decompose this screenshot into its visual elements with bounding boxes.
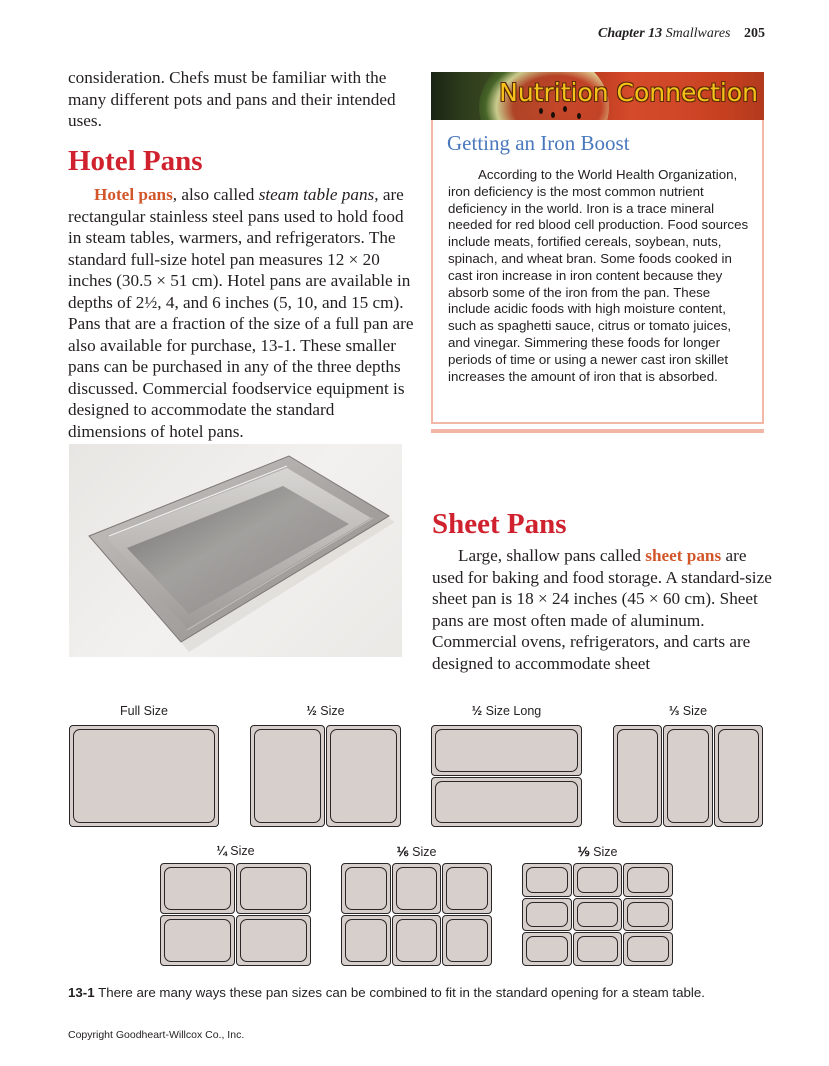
fraction: ⅓ xyxy=(668,704,680,718)
pan-cell xyxy=(623,863,673,897)
fraction: ½ xyxy=(471,704,483,718)
nutrition-paragraph: According to the World Health Organization, iron deficiency is the most common nutrient deficiency in the world. Iron is a trace mineral needed for red blood cell production. Food sources include meats, fortified cereals, soybean, nuts, spinach, and wheat bran. Some foods cooked in cast iron increase in iron content because they absorb some of the iron from the pan. These include acidic foods with high moisture content, such as spaghetti sauce, citrus or tomato juices, and vinegar. Simmering these foods for longer periods of time or using a newer cast iron skillet increases the amount of iron that is absorbed. xyxy=(448,167,749,384)
nutrition-connection-title: Nutrition Connection xyxy=(499,78,758,107)
label-full-size xyxy=(69,704,219,718)
figure-number: 13-1 xyxy=(68,985,95,1000)
label-ninth-size xyxy=(522,844,673,859)
sixth-size-pan-diagram xyxy=(341,863,492,966)
running-head xyxy=(598,26,765,42)
chapter-label: Chapter 13 xyxy=(597,26,663,41)
half-size-long-pan-diagram xyxy=(431,725,582,827)
pan-cell xyxy=(326,725,401,827)
pan-cell xyxy=(714,725,763,827)
pan-cell xyxy=(663,725,712,827)
pan-cell xyxy=(442,915,492,966)
nutrition-bottom-rule xyxy=(431,429,764,433)
pan-cell xyxy=(573,863,623,897)
pan-cell xyxy=(250,725,325,827)
fraction: ¼ xyxy=(216,844,227,858)
third-size-pan-diagram xyxy=(613,725,763,827)
term-sheet-pans: sheet pans xyxy=(645,546,722,565)
text-span: Large, shallow pans called xyxy=(458,546,646,565)
nutrition-body xyxy=(448,167,753,385)
seed-decor xyxy=(551,112,555,118)
caption-text: There are many ways these pan sizes can be combined to fit in the standard opening for a steam table. xyxy=(98,985,705,1000)
pan-cell xyxy=(160,915,235,966)
pan-cell xyxy=(442,863,492,914)
sheet-pans-paragraph xyxy=(432,545,777,674)
label-half-size-long xyxy=(431,704,582,718)
fraction: ⅑ xyxy=(577,845,590,859)
text-span: , are rectangular stainless steel pans used to hold food in steam tables, warmers, and refrigerators. The standard full-size hotel pan measures 12 × 20 inches (30.5 × 51 cm). Hotel pans are available in depths of 2½, 4, and 6 inches (5, 10, and 15 cm). Pans that are a fraction of the size of a full pan are also available for purchase, 13-1. These smaller pans can be purchased in any of the three depths discussed. Commercial foodservice equipment is designed to accommodate the standard dimensions of hotel pans. xyxy=(68,185,414,441)
hotel-pans-paragraph xyxy=(68,184,414,442)
pan-cell xyxy=(431,725,582,776)
pan-cell xyxy=(522,932,572,966)
pan-cell xyxy=(160,863,235,914)
nutrition-connection-banner xyxy=(431,72,764,120)
pan-cell xyxy=(573,932,623,966)
figure-caption xyxy=(68,985,705,1000)
term-hotel-pans: Hotel pans xyxy=(94,185,173,204)
text-span: , also called xyxy=(172,185,259,204)
sheet-pans-heading: Sheet Pans xyxy=(432,508,567,540)
label-text: Size xyxy=(408,845,437,859)
half-size-pan-diagram xyxy=(250,725,401,827)
label-text: Full Size xyxy=(120,704,168,718)
label-half-size xyxy=(250,704,401,718)
hotel-pans-heading: Hotel Pans xyxy=(68,145,203,177)
page-number: 205 xyxy=(744,26,765,41)
label-text: Size Long xyxy=(482,704,542,718)
label-text: Size xyxy=(316,704,345,718)
label-third-size xyxy=(613,704,763,718)
pan-cell xyxy=(392,915,442,966)
pan-cell xyxy=(341,863,391,914)
intro-paragraph: consideration. Chefs must be familiar with the many different pots and pans and their intended uses. xyxy=(68,68,396,130)
full-size-pan-diagram xyxy=(69,725,219,827)
quarter-size-pan-diagram xyxy=(160,863,311,966)
hotel-pan-photo xyxy=(69,444,402,657)
pan-cell xyxy=(522,863,572,897)
label-quarter-size xyxy=(160,844,311,858)
text-span: are used for baking and food storage. A standard-size sheet pan is 18 × 24 inches (45 × 60 cm). Sheet pans are most often made of aluminum. Commercial ovens, refrigerators, and carts are designed to accommodate sheet xyxy=(432,546,772,673)
pan-cell xyxy=(236,863,311,914)
pan-cell xyxy=(613,725,662,827)
pan-cell xyxy=(573,898,623,932)
pan-cell xyxy=(623,932,673,966)
fraction: ⅙ xyxy=(396,845,409,859)
pan-cell xyxy=(431,777,582,828)
pan-cell xyxy=(69,725,219,827)
label-text: Size xyxy=(589,845,618,859)
seed-decor xyxy=(577,113,581,119)
pan-cell xyxy=(623,898,673,932)
pan-cell xyxy=(522,898,572,932)
label-text: Size xyxy=(226,844,255,858)
seed-decor xyxy=(539,108,543,114)
copyright-notice: Copyright Goodheart-Willcox Co., Inc. xyxy=(68,1029,245,1041)
hotel-pan-image xyxy=(69,444,402,657)
pan-cell xyxy=(341,915,391,966)
fraction: ½ xyxy=(306,704,317,718)
pan-cell xyxy=(392,863,442,914)
label-sixth-size xyxy=(341,844,492,859)
label-text: Size xyxy=(679,704,708,718)
pan-cell xyxy=(236,915,311,966)
ninth-size-pan-diagram xyxy=(522,863,673,966)
section-label: Smallwares xyxy=(665,26,731,41)
nutrition-heading: Getting an Iron Boost xyxy=(447,131,630,155)
alt-term-steam-table-pans: steam table pans xyxy=(258,185,375,204)
